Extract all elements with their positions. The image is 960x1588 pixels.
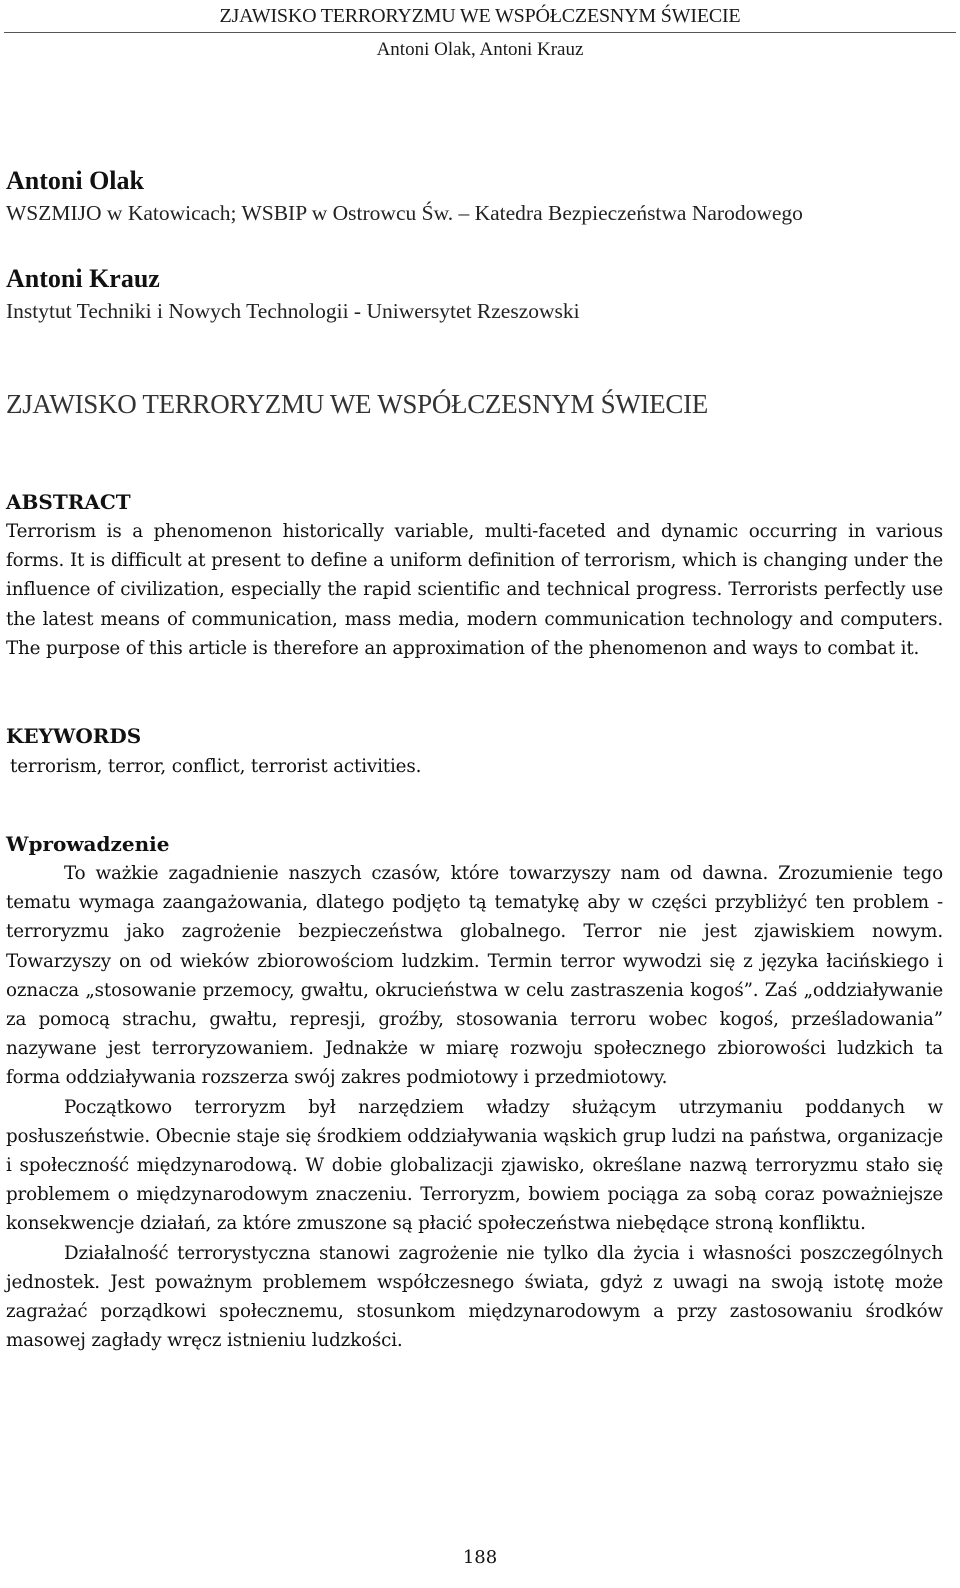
paragraph: Początkowo terroryzm był narzędziem władzy służącym utrzymaniu poddanych w posłuszeństwie. Obecnie staje się środkiem oddziaływania wąskich grup ludzi na państwa, organizacje i społeczność międzynarodową. W dobie globalizacji zjawisko, określane nazwą terroryzmu stało się problemem o międzynarodowym znaczeniu. Terroryzm, bowiem pociąga za sobą coraz poważniejsze konsekwencje działań, za które zmuszone są płacić społeczeństwa niebędące stroną konfliktu.	[6, 1096, 943, 1235]
introduction-heading: Wprowadzenie	[6, 832, 170, 856]
page-number: 188	[462, 1547, 498, 1568]
abstract-heading: ABSTRACT	[6, 490, 131, 514]
author-name-1: Antoni Olak	[6, 166, 144, 195]
paragraph: To ważkie zagadnienie naszych czasów, które towarzyszy nam od dawna. Zrozumienie tego tematu wymaga zaangażowania, dlatego podjęto tą tematykę aby w części przybliżyć ten problem - terroryzmu jako zagrożenie bezpieczeństwa globalnego. Terror nie jest zjawiskiem nowym. Towarzyszy on od wieków zbiorowościom ludzkim. Termin terror wywodzi się z języka łacińskiego i oznacza „stosowanie przemocy, gwałtu, okrucieństwa w celu zastraszenia kogoś”. Zaś „oddziaływanie za pomocą strachu, gwałtu, represji, groźby, stosowania terroru wobec kogoś, prześladowania” nazywane jest terroryzowaniem. Jednakże w miarę rozwoju społecznego zbiorowości ludzkich ta forma oddziaływania rozszerza swój zakres podmiotowy i przedmiotowy.	[6, 863, 943, 1089]
running-header	[0, 4, 960, 62]
introduction-body	[6, 859, 943, 1355]
keywords-text: terrorism, terror, conflict, terrorist activities.	[10, 756, 422, 777]
article-title: ZJAWISKO TERRORYZMU WE WSPÓŁCZESNYM ŚWIECIE	[6, 389, 708, 419]
author-affiliation-1: WSZMIJO w Katowicach; WSBIP w Ostrowcu Św. – Katedra Bezpieczeństwa Narodowego	[6, 201, 803, 225]
abstract-text: Terrorism is a phenomenon historically variable, multi-faceted and dynamic occurring in various forms. It is difficult at present to define a uniform definition of terrorism, which is changing under the influence of civilization, especially the rapid scientific and technical progress. Terrorists perfectly use the latest means of communication, mass media, modern communication technology and computers. The purpose of this article is therefore an approximation of the phenomenon and ways to combat it.	[6, 521, 943, 659]
running-header-title: ZJAWISKO TERRORYZMU WE WSPÓŁCZESNYM ŚWIECIE	[219, 5, 741, 27]
header-divider	[4, 32, 956, 33]
author-name-2: Antoni Krauz	[6, 264, 160, 293]
keywords-heading: KEYWORDS	[6, 724, 142, 748]
paragraph: Działalność terrorystyczna stanowi zagrożenie nie tylko dla życia i własności poszczególnych jednostek. Jest poważnym problemem współczesnego świata, gdyż z uwagi na swoją istotę może zagrażać porządkowi społecznemu, stosunkom międzynarodowym a przy zastosowaniu środków masowej zagłady wręcz istnieniu ludzkości.	[6, 1242, 943, 1352]
author-affiliation-2: Instytut Techniki i Nowych Technologii - Uniwersytet Rzeszowski	[6, 299, 580, 323]
running-header-authors: Antoni Olak, Antoni Krauz	[376, 39, 584, 60]
